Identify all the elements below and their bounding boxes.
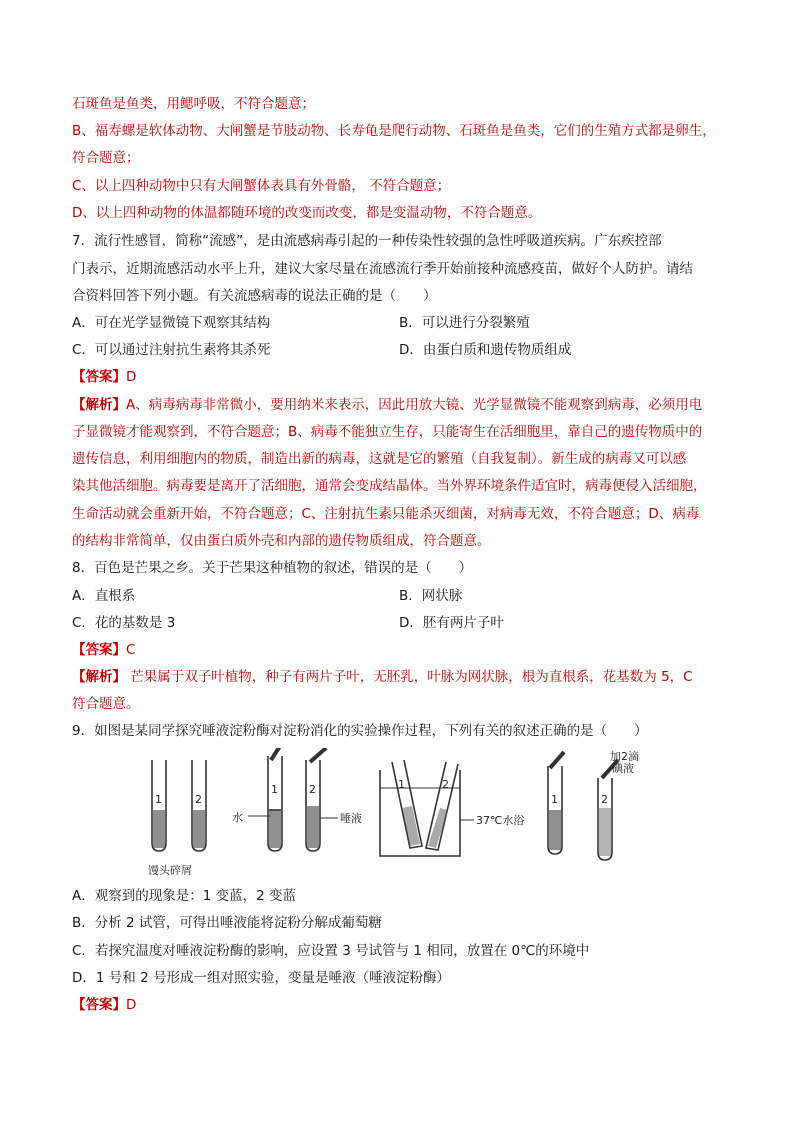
- answer-label: 【答案】: [72, 642, 126, 658]
- question-7-analysis: [72, 395, 702, 415]
- water-label: 水: [232, 811, 243, 824]
- water-bath-label: 37℃水浴: [476, 814, 525, 827]
- analysis-text: 符合题意；: [72, 150, 140, 166]
- question-8-answer: [72, 640, 135, 660]
- question-8-option-a: A．直根系: [72, 588, 136, 604]
- iodine-label: 加2滴碘液: [610, 750, 639, 775]
- question-7-stem: 门表示，近期流感活动水平上升，建议大家尽量在流感流行季开始前接种流感疫苗，做好个人防护。请结: [72, 261, 693, 277]
- test-tube-2: [426, 762, 458, 850]
- analysis-text: D、以上四种动物的体温都随环境的改变而改变，都是变温动物，不符合题意。: [72, 205, 542, 221]
- dropper-icon: [310, 748, 326, 762]
- question-9-stem: 9．如图是某同学探究唾液淀粉酶对淀粉消化的实验操作过程，下列有关的叙述正确的是（ ）: [72, 723, 648, 739]
- experiment-figure: [140, 748, 660, 880]
- analysis-text: 染其他活细胞。病毒要是离开了活细胞，通常会变成结晶体。当外界环境条件适宜时，病毒便侵入活细胞，: [72, 478, 707, 494]
- tube-label: 2: [309, 783, 316, 796]
- tube-label: 1: [271, 783, 278, 796]
- tube-label: 2: [601, 793, 608, 806]
- question-9-option-c: C．若探究温度对唾液淀粉酶的影响，应设置 3 号试管与 1 相同，放置在 0℃的环境中: [72, 943, 590, 959]
- question-7-option-b: B．可以进行分裂繁殖: [399, 315, 530, 331]
- tube-label: 2: [442, 778, 449, 791]
- analysis-text: B、福寿螺是软体动物、大闸蟹是节肢动物、长寿龟是爬行动物、石斑鱼是鱼类，它们的生殖方式都是卵生，: [72, 123, 716, 139]
- analysis-text: 芒果属于双子叶植物，种子有两片子叶，无胚乳，叶脉为网状脉，根为直根系，花基数为 5，C: [126, 669, 693, 685]
- question-8-option-b: B．网状脉: [399, 588, 463, 604]
- tube-label: 2: [195, 793, 202, 806]
- analysis-label: 【解析】: [72, 397, 126, 413]
- crumbs-label: 馒头碎屑: [148, 864, 192, 877]
- analysis-text: 生命活动就会重新开始，不符合题意；C、注射抗生素只能杀灭细菌，对病毒无效，不符合题意；D、病毒: [72, 506, 700, 522]
- answer-label: 【答案】: [72, 997, 126, 1013]
- analysis-text: 遗传信息，利用细胞内的物质，制造出新的病毒，这就是它的繁殖（自我复制）。新生成的病毒又可以感: [72, 451, 687, 467]
- question-9-option-a: A．观察到的现象是：1 变蓝，2 变蓝: [72, 888, 296, 904]
- tube-label: 1: [398, 778, 405, 791]
- question-7-stem: 合资料回答下列小题。有关流感病毒的说法正确的是（ ）: [72, 288, 437, 304]
- question-8-analysis: [72, 667, 693, 687]
- question-7-option-d: D．由蛋白质和遗传物质组成: [399, 342, 572, 358]
- analysis-text: 符合题意。: [72, 696, 140, 712]
- analysis-text: C、以上四种动物中只有大闸蟹体表具有外骨骼， 不符合题意；: [72, 178, 451, 194]
- answer-value: D: [126, 997, 137, 1013]
- question-8-option-d: D．胚有两片子叶: [399, 615, 504, 631]
- analysis-label: 【解析】: [72, 669, 126, 685]
- question-9-option-b: B．分析 2 试管，可得出唾液能将淀粉分解成葡萄糖: [72, 915, 382, 931]
- question-8-option-c: C．花的基数是 3: [72, 615, 176, 631]
- answer-label: 【答案】: [72, 369, 126, 385]
- question-7-option-a: A．可在光学显微镜下观察其结构: [72, 315, 271, 331]
- question-9-answer: [72, 995, 136, 1015]
- answer-value: D: [126, 369, 137, 385]
- question-7-answer: [72, 367, 136, 387]
- answer-value: C: [126, 642, 136, 658]
- dropper-icon: [271, 748, 280, 760]
- tube-label: 1: [155, 793, 162, 806]
- question-9-option-d: D．1 号和 2 号形成一组对照实验，变量是唾液（唾液淀粉酶）: [72, 970, 450, 986]
- analysis-text: 石斑鱼是鱼类，用鳃呼吸，不符合题意；: [72, 96, 315, 112]
- analysis-text: 子显微镜才能观察到，不符合题意；B、病毒不能独立生存，只能寄生在活细胞里，靠自己的遗传物质中的: [72, 424, 703, 440]
- saliva-label: 唾液: [340, 812, 362, 825]
- dropper-icon: [550, 752, 564, 768]
- question-7-stem: 7．流行性感冒，简称“流感”，是由流感病毒引起的一种传染性较强的急性呼吸道疾病。广东疾控部: [72, 233, 662, 249]
- analysis-text: A、病毒病毒非常微小，要用纳米来表示，因此用放大镜、光学显微镜不能观察到病毒，必须用电: [126, 397, 703, 413]
- tube-label: 1: [551, 793, 558, 806]
- question-7-option-c: C．可以通过注射抗生素将其杀死: [72, 342, 271, 358]
- analysis-text: 的结构非常简单，仅由蛋白质外壳和内部的遗传物质组成，符合题意。: [72, 533, 491, 549]
- question-8-stem: 8．百色是芒果之乡。关于芒果这种植物的叙述，错误的是（ ）: [72, 560, 473, 576]
